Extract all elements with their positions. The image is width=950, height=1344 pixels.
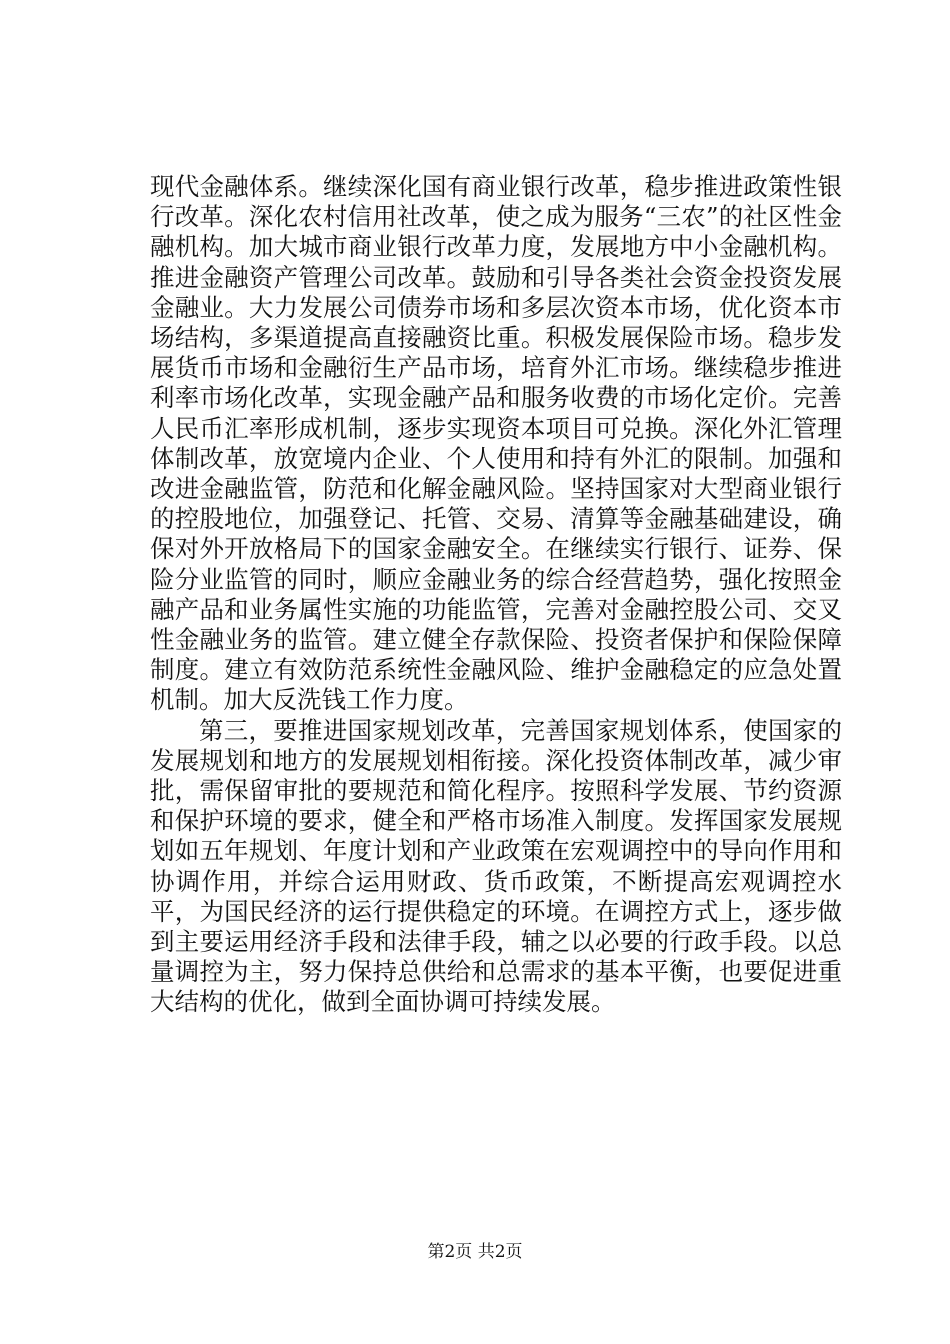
page-number-label: 第2页 共2页 [427,1242,523,1262]
body-paragraph-continued: 现代金融体系。继续深化国有商业银行改革，稳步推进政策性银行改革。深化农村信用社改革，使之成为服务“三农”的社区性金融机构。加大城市商业银行改革力度，发展地方中小金融机构。推进金融资产管理公司改革。鼓励和引导各类社会资金投资发展金融业。大力发展公司债券市场和多层次资本市场，优化资本市场结构，多渠道提高直接融资比重。积极发展保险市场。稳步发展货币市场和金融衍生产品市场，培育外汇市场。继续稳步推进利率市场化改革，实现金融产品和服务收费的市场化定价。完善人民币汇率形成机制，逐步实现资本项目可兑换。深化外汇管理体制改革，放宽境内企业、个人使用和持有外汇的限制。加强和改进金融监管，防范和化解金融风险。坚持国家对大型商业银行的控股地位，加强登记、托管、交易、清算等金融基础建设，确保对外开放格局下的国家金融安全。在继续实行银行、证券、保险分业监管的同时，顺应金融业务的综合经营趋势，强化按照金融产品和业务属性实施的功能监管，完善对金融控股公司、交叉性金融业务的监管。建立健全存款保险、投资者保护和保险保障制度。建立有效防范系统性金融风险、维护金融稳定的应急处置机制。加大反洗钱工作力度。 [150,172,842,715]
page-footer [0,1241,950,1263]
body-paragraph-third-point: 第三，要推进国家规划改革，完善国家规划体系，使国家的发展规划和地方的发展规划相衔接。深化投资体制改革，减少审批，需保留审批的要规范和简化程序。按照科学发展、节约资源和保护环境的要求，健全和严格市场准入制度。发挥国家发展规划如五年规划、年度计划和产业政策在宏观调控中的导向作用和协调作用，并综合运用财政、货币政策，不断提高宏观调控水平，为国民经济的运行提供稳定的环境。在调控方式上，逐步做到主要运用经济手段和法律手段，辅之以必要的行政手段。以总量调控为主，努力保持总供给和总需求的基本平衡，也要促进重大结构的优化，做到全面协调可持续发展。 [150,715,842,1017]
document-body [150,172,842,1018]
